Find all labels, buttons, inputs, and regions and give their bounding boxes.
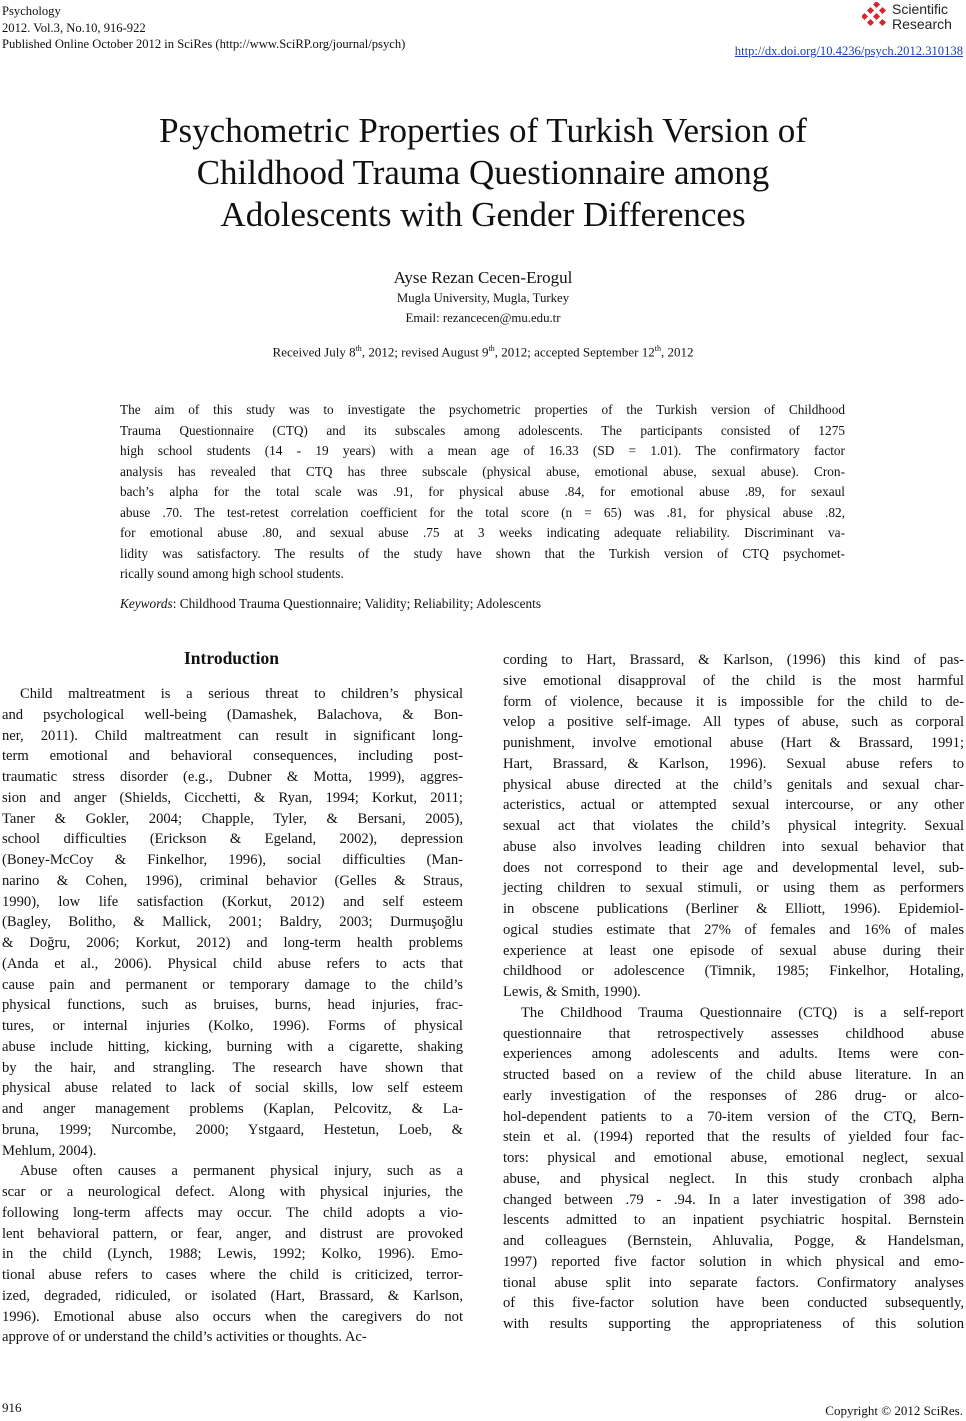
text-line: physical abuse related to lack of social skills, low self esteem: [2, 1080, 463, 1097]
text-line: & Doğru, 2006; Korkut, 2012) and long-term health problems: [2, 935, 463, 951]
text-line: tors: physical and emotional abuse, emotional neglect, sexual: [503, 1150, 964, 1166]
text-line: sion and anger (Shields, Cicchetti, & Ryan, 1994; Korkut, 2011;: [2, 789, 463, 806]
text-line: ner, 2011). Child maltreatment can result in significant long-: [2, 727, 463, 744]
abstract-line: bach’s alpha for the total scale was .91, for physical abuse .84, for emotional abuse .89, for sexaul: [120, 484, 845, 499]
abstract-line: abuse .70. The test-retest correlation coefficient for the total score (n = 65) was .81, for physical abuse .82,: [120, 504, 845, 520]
text-line: scar or a neurological defect. Along with physical injuries, the: [2, 1184, 463, 1200]
keywords-text: : Childhood Trauma Questionnaire; Validity; Reliability; Adolescents: [172, 596, 542, 611]
text-line: and colleagues (Bernstein, Ahluvalia, Pogge, & Handelsman,: [503, 1233, 964, 1249]
text-line: lent behavioral pattern, or fear, anger, and distrust are provoked: [2, 1225, 463, 1242]
text-line: abuse also involves leading children into sexual behavior that: [503, 838, 964, 855]
keywords: [120, 596, 541, 612]
abstract-line: lidity was satisfactory. The results of the study have shown that the Turkish version of CTQ psychomet-: [120, 545, 845, 561]
text-line: with results supporting the appropriateness of this solution: [503, 1316, 964, 1332]
text-line: structed based on a review of the child abuse literature. In an: [503, 1067, 964, 1083]
title-line: Childhood Trauma Questionnaire among: [196, 153, 770, 192]
text-line: school difficulties (Erickson & Egeland, 2002), depression: [2, 831, 463, 848]
text-line: narino & Cohen, 1996), criminal behavior (Gelles & Straus,: [2, 872, 463, 889]
text-line: (Bagley, Bolitho, & Mallick, 2001; Baldry, 2003; Durmuşoğlu: [2, 914, 463, 931]
text-line: cause pain and permanent or temporary damage to the child’s: [2, 976, 463, 993]
text-line: form of violence, because it is impossible for the child to de-: [503, 693, 964, 710]
text-line: and anger management problems (Kaplan, Pelcovitz, & La-: [2, 1101, 463, 1117]
abstract-line: analysis has revealed that CTQ has three subscale (physical abuse, emotional abuse, sexual abuse). Cron-: [120, 463, 845, 479]
text-line: Child maltreatment is a serious threat to children’s physical: [20, 686, 463, 702]
section-heading: Introduction: [184, 648, 279, 668]
text-line: 1997) reported five factor solution in which physical and emo-: [503, 1253, 964, 1270]
text-line: The Childhood Trauma Questionnaire (CTQ) is a self-report: [521, 1004, 964, 1021]
left-column: [2, 684, 463, 1348]
text-line: term emotional and behavioral consequences, including post-: [2, 748, 463, 765]
keywords-label: Keywords: [120, 596, 173, 611]
text-line: jecting children to sexual stimuli, or using them as performers: [503, 880, 964, 897]
scientific-research-logo: [862, 0, 962, 36]
text-line: by the hair, and strangling. The research have shown that: [2, 1059, 463, 1076]
text-line: tional abuse refers to cases where the child is criticized, terror-: [2, 1267, 463, 1283]
doi-link[interactable]: http://dx.doi.org/10.4236/psych.2012.310138: [734, 44, 963, 58]
text-line: and psychological well-being (Damashek, Balachova, & Bon-: [2, 706, 463, 723]
text-line: experience at least one episode of sexual abuse during their: [503, 942, 964, 959]
logo-text-line1: Scientific: [892, 1, 949, 17]
text-line: physical abuse directed at the child’s genitals and sexual char-: [503, 776, 964, 793]
text-line: abuse include hitting, kicking, burning with a cigarette, shaking: [2, 1038, 463, 1055]
abstract: [120, 400, 845, 585]
text-line: approve of or understand the child’s activities or thoughts. Ac-: [2, 1329, 367, 1346]
text-line: bruna, 1999; Nurcombe, 2000; Ystgaard, Hestetun, Loeb, &: [2, 1121, 463, 1138]
abstract-line: high school students (14 - 19 years) with a mean age of 16.33 (SD = 1.01). The confirmatory factor: [120, 443, 845, 458]
text-line: in the child (Lynch, 1988; Lewis, 1992; Kolko, 1996). Emo-: [2, 1246, 463, 1263]
text-line: stein et al. (1994) reported that the results of yielded four fac-: [503, 1129, 964, 1146]
text-line: in obscene publications (Berliner & Elliott, 1996). Epidemiol-: [503, 901, 964, 917]
abstract-line: for emotional abuse .80, and sexual abuse .75 at 3 weeks indicating adequate reliability. Discriminant va-: [120, 525, 845, 540]
text-line: childhood or adolescence (Timnik, 1985; Finkelhor, Hotaling,: [503, 963, 964, 980]
journal-header: [2, 3, 405, 53]
text-line: (Boney-McCoy & Finkelhor, 1996), social difficulties (Man-: [2, 852, 463, 868]
copyright: Copyright © 2012 SciRes.: [825, 1403, 963, 1418]
text-line: early investigation of the responses of 286 drug- or alco-: [503, 1087, 964, 1104]
text-line: cording to Hart, Brassard, & Karlson, (1996) this kind of pas-: [503, 652, 964, 668]
author-email: Email: rezancecen@mu.edu.tr: [405, 311, 561, 325]
text-line: of this five-factor solution have been conducted subsequently,: [503, 1295, 964, 1312]
received-dates: Received July 8th, 2012; revised August 9th, 2012; accepted September 12th, 2012: [272, 344, 694, 360]
text-line: hol-dependent patients to a 70-item version of the CTQ, Bern-: [503, 1108, 964, 1125]
text-line: velop a positive self-image. All types of abuse, such as corporal: [503, 714, 964, 731]
published-info: Published Online October 2012 in SciRes (http://www.SciRP.org/journal/psych): [2, 37, 406, 51]
text-line: sive emotional disapproval of the child is the most harmful: [503, 672, 964, 689]
text-line: lescents admitted to an inpatient psychiatric hospital. Bernstein: [503, 1212, 964, 1229]
abstract-line: Trauma Questionnaire (CTQ) and its subscales among adolescents. The participants consisted of 1275: [120, 422, 845, 438]
text-line: traumatic stress disorder (e.g., Dubner & Motta, 1999), aggres-: [2, 769, 463, 785]
right-column: [503, 650, 964, 1335]
text-line: 1990), low life satisfaction (Korkut, 2012) and self esteem: [2, 893, 463, 910]
title-line: Psychometric Properties of Turkish Version of: [159, 111, 807, 150]
page-number: 916: [2, 1400, 22, 1415]
text-line: ized, degraded, ridiculed, or isolated (Hart, Brassard, & Karlson,: [2, 1287, 463, 1304]
text-line: sexual act that violates the child’s physical integrity. Sexual: [503, 818, 964, 834]
text-line: Lewis, & Smith, 1990).: [503, 984, 641, 1000]
text-line: ogical studies estimate that 27% of females and 16% of males: [503, 921, 964, 938]
author-name: Ayse Rezan Cecen-Erogul: [393, 268, 573, 287]
text-line: questionnaire that retrospectively assesses childhood abuse: [503, 1025, 964, 1042]
paper-title: [0, 110, 966, 236]
abstract-line: rically sound among high school students.: [120, 566, 344, 581]
abstract-line: The aim of this study was to investigate the psychometric properties of the Turkish version of Childhood: [120, 402, 845, 417]
text-line: acteristics, actual or attempted sexual intercourse, or any other: [503, 797, 964, 814]
title-line: Adolescents with Gender Differences: [220, 195, 746, 234]
journal-name: Psychology: [2, 4, 61, 18]
text-line: Hart, Brassard, & Karlson, 1996). Sexual abuse refers to: [503, 755, 964, 772]
text-line: does not correspond to their age and developmental level, sub-: [503, 859, 964, 876]
logo-text-line2: Research: [892, 16, 952, 32]
logo-icon: [862, 2, 890, 30]
text-line: Mehlum, 2004).: [2, 1142, 97, 1159]
text-line: Taner & Gokler, 2004; Chapple, Tyler, & Bersani, 2005),: [2, 810, 463, 827]
author-affiliation: Mugla University, Mugla, Turkey: [396, 291, 570, 305]
text-line: tional abuse split into separate factors. Confirmatory analyses: [503, 1274, 964, 1291]
text-line: 1996). Emotional abuse also occurs when the caregivers do not: [2, 1308, 463, 1325]
text-line: following long-term affects may occur. The child adopts a vio-: [2, 1204, 463, 1221]
text-line: experiences among adolescents and adults. Items were con-: [503, 1046, 964, 1063]
text-line: (Anda et al., 2006). Physical child abuse refers to acts that: [2, 955, 463, 972]
text-line: physical functions, such as bruises, burns, head injuries, frac-: [2, 997, 463, 1014]
text-line: punishment, involve emotional abuse (Hart & Brassard, 1991;: [503, 735, 964, 751]
journal-volume: 2012. Vol.3, No.10, 916-922: [2, 20, 146, 35]
text-line: tures, or internal injuries (Kolko, 1996). Forms of physical: [2, 1018, 463, 1034]
text-line: changed between .79 - .94. In a later investigation of 398 ado-: [503, 1191, 964, 1208]
text-line: abuse, and physical neglect. In this study cronbach alpha: [503, 1170, 964, 1187]
text-line: Abuse often causes a permanent physical injury, such as a: [20, 1163, 463, 1180]
